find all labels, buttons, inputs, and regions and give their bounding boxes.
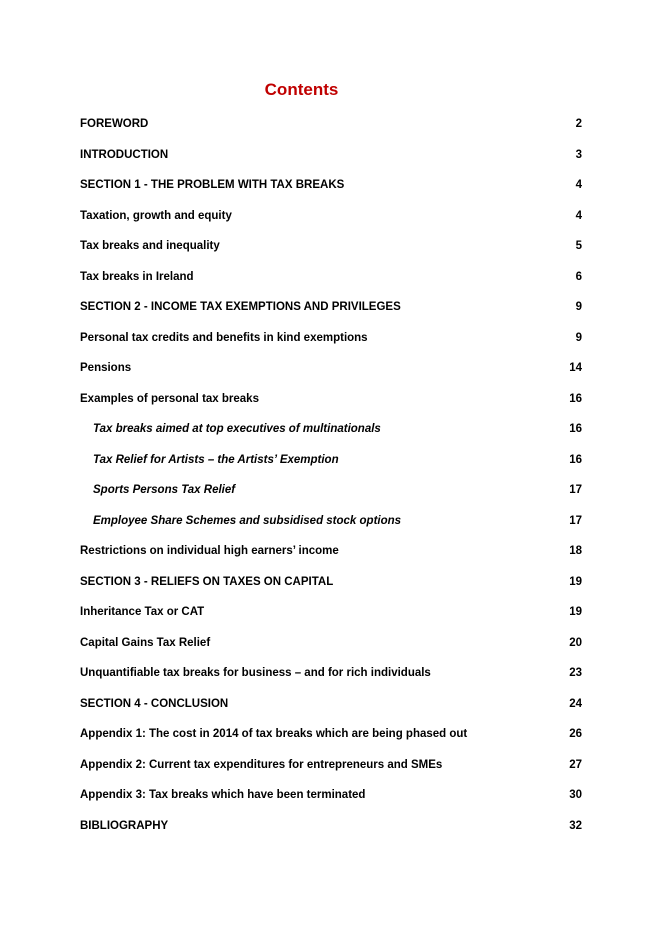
toc-entry-label: Appendix 2: Current tax expenditures for entrepreneurs and SMEs (80, 758, 443, 771)
toc-entry[interactable] (80, 602, 582, 633)
toc-entry-label: Examples of personal tax breaks (80, 392, 259, 405)
toc-entry[interactable] (80, 724, 582, 755)
toc-entry-page-number: 4 (575, 209, 582, 222)
toc-entry-page-number: 9 (575, 301, 582, 313)
toc-entry-label: BIBLIOGRAPHY (80, 819, 169, 832)
toc-entry-page-number: 19 (569, 606, 582, 618)
toc-entry-page-number: 9 (575, 331, 582, 344)
toc-entry-page-number: 30 (569, 789, 582, 801)
toc-entry-label: SECTION 3 - RELIEFS ON TAXES ON CAPITAL (80, 575, 334, 588)
toc-entry[interactable] (80, 541, 582, 572)
toc-entry[interactable] (80, 633, 582, 664)
toc-entry-page-number: 27 (569, 758, 582, 771)
toc-entry[interactable] (80, 267, 582, 298)
toc-entry-page-number: 19 (569, 575, 582, 588)
toc-entry[interactable] (80, 419, 582, 450)
toc-entry-label: Appendix 1: The cost in 2014 of tax breaks which are being phased out (80, 728, 468, 740)
toc-entry-label: Pensions (80, 362, 132, 374)
toc-entry[interactable] (80, 694, 582, 725)
toc-entry-label: SECTION 4 - CONCLUSION (80, 697, 229, 710)
toc-entry-label: Taxation, growth and equity (80, 209, 232, 222)
toc-entry[interactable] (80, 114, 582, 145)
toc-entry-label: FOREWORD (80, 118, 149, 130)
toc-entry-label: Sports Persons Tax Relief (93, 484, 236, 496)
toc-entry[interactable] (80, 175, 582, 206)
toc-entry[interactable] (80, 785, 582, 816)
toc-entry[interactable] (80, 572, 582, 603)
toc-entry-page-number: 17 (569, 484, 582, 496)
toc-entry-page-number: 18 (569, 545, 582, 557)
table-of-contents (80, 114, 582, 846)
toc-entry-label: Employee Share Schemes and subsidised stock options (93, 514, 402, 527)
toc-entry[interactable] (80, 145, 582, 176)
toc-entry-label: Tax breaks in Ireland (80, 270, 194, 283)
toc-entry-page-number: 6 (575, 270, 582, 283)
toc-entry-label: INTRODUCTION (80, 148, 169, 161)
toc-entry[interactable] (80, 450, 582, 481)
toc-entry-label: Capital Gains Tax Relief (80, 636, 211, 649)
toc-entry-label: Tax breaks and inequality (80, 240, 220, 252)
toc-entry-page-number: 16 (569, 453, 582, 466)
toc-entry[interactable] (80, 236, 582, 267)
page-title: Contents (264, 80, 339, 99)
toc-entry-label: Restrictions on individual high earners’ income (80, 545, 339, 557)
toc-entry[interactable] (80, 511, 582, 542)
toc-entry-label: Personal tax credits and benefits in kind exemptions (80, 331, 368, 344)
toc-entry-label: Tax Relief for Artists – the Artists’ Exemption (93, 453, 339, 466)
toc-entry[interactable] (80, 755, 582, 786)
toc-entry-page-number: 4 (575, 179, 582, 191)
toc-entry-label: Appendix 3: Tax breaks which have been terminated (80, 789, 366, 801)
toc-entry[interactable] (80, 206, 582, 237)
toc-entry-page-number: 2 (575, 118, 582, 130)
toc-entry-page-number: 32 (569, 819, 582, 832)
toc-entry[interactable] (80, 663, 582, 694)
toc-entry[interactable] (80, 480, 582, 511)
toc-entry-page-number: 20 (569, 636, 582, 649)
toc-entry-label: Unquantifiable tax breaks for business – and for rich individuals (80, 667, 431, 679)
toc-entry-label: Inheritance Tax or CAT (80, 606, 205, 618)
toc-entry-page-number: 24 (569, 697, 582, 710)
toc-entry-page-number: 3 (575, 148, 582, 161)
toc-entry[interactable] (80, 297, 582, 328)
toc-entry-page-number: 16 (569, 392, 582, 405)
toc-entry[interactable] (80, 389, 582, 420)
toc-entry[interactable] (80, 328, 582, 359)
toc-entry-page-number: 14 (569, 362, 582, 374)
toc-entry-page-number: 16 (569, 423, 582, 435)
toc-entry-label: SECTION 2 - INCOME TAX EXEMPTIONS AND PRIVILEGES (80, 301, 401, 313)
toc-entry-page-number: 26 (569, 728, 582, 740)
toc-entry-label: Tax breaks aimed at top executives of multinationals (93, 423, 381, 435)
toc-entry-label: SECTION 1 - THE PROBLEM WITH TAX BREAKS (80, 179, 345, 191)
toc-entry[interactable] (80, 816, 582, 847)
toc-entry-page-number: 5 (575, 240, 582, 252)
toc-entry-page-number: 17 (569, 514, 582, 527)
toc-entry-page-number: 23 (569, 667, 582, 679)
toc-entry[interactable] (80, 358, 582, 389)
